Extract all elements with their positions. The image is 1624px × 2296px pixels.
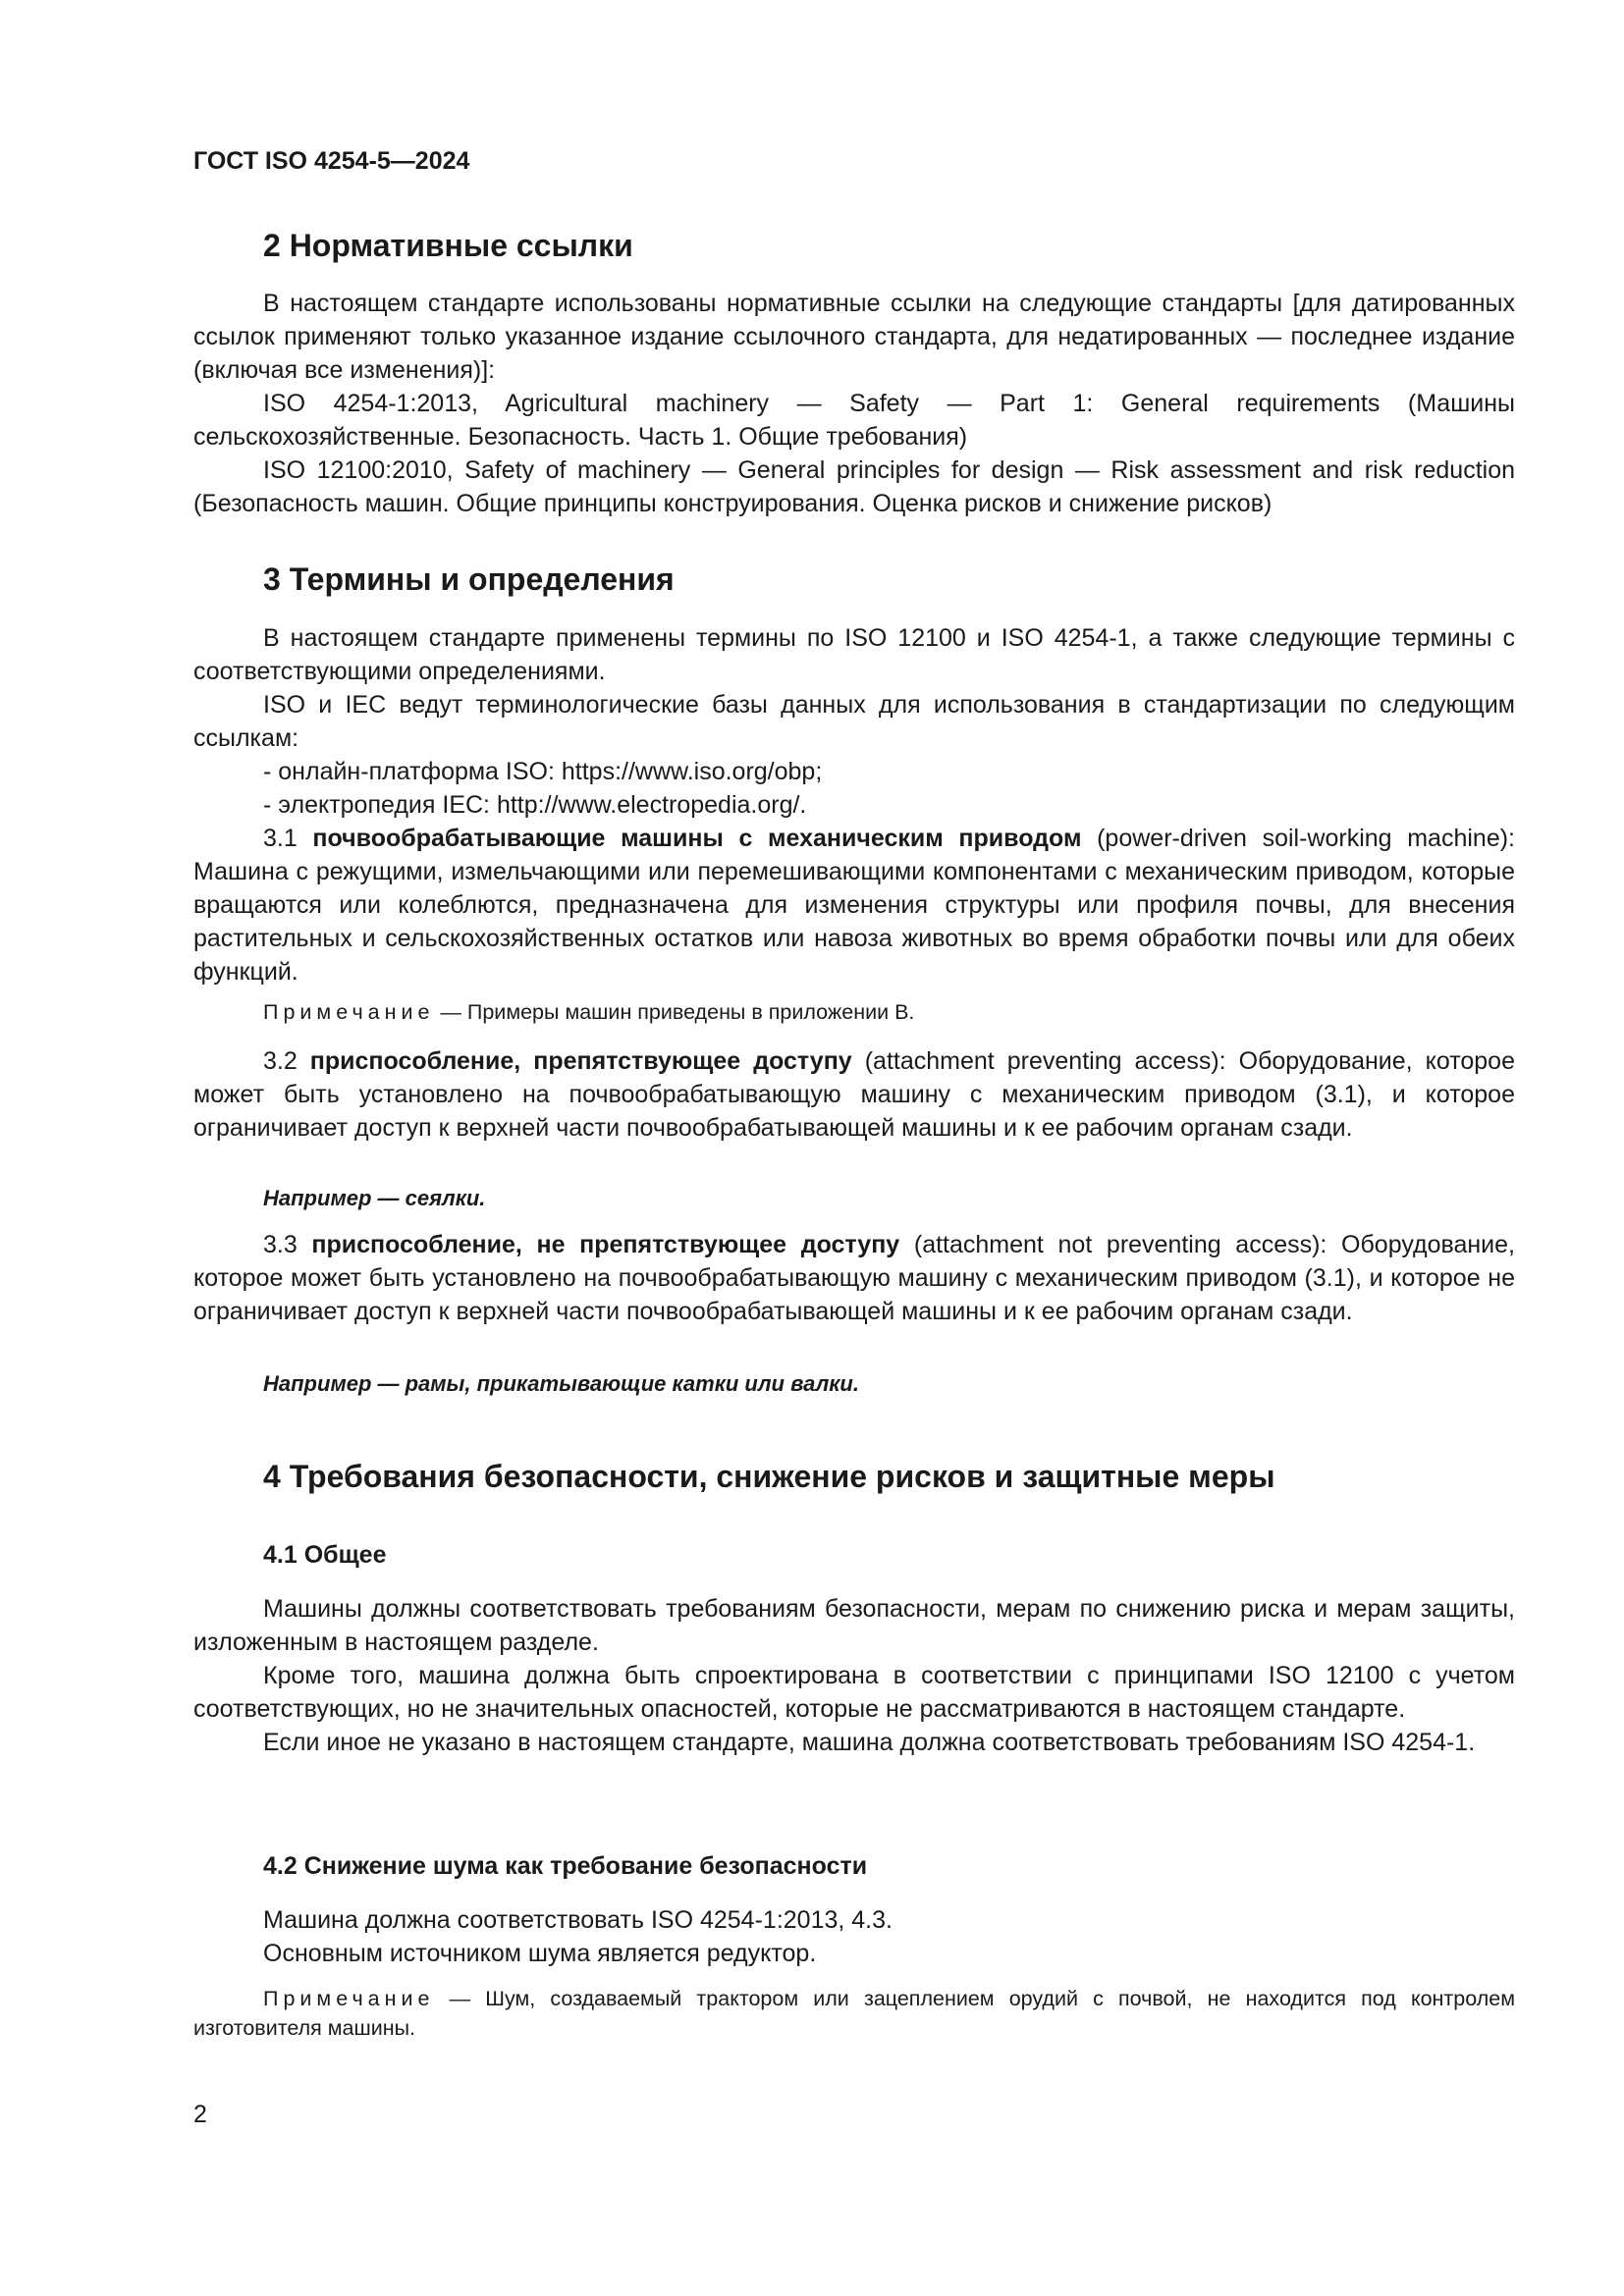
term-3-2 bbox=[193, 1044, 1515, 1145]
section-4-1-paragraph-1: Машины должны соответствовать требованиям безопасности, мерам по снижению риска и мерам защиты, изложенным в настоящем разделе. bbox=[193, 1595, 1515, 1656]
section-4-1-title: 4.1 Общее bbox=[263, 1541, 387, 1569]
term-3-1-definition: (power-driven soil-working machine): Машина с режущими, измельчающими или перемешивающими компонентами с механическим приводом, которые вращаются или колеблются, предназначена для изменения структуры или профиля почвы, для внесения растительных и сельскохозяйственных остатков или навоза животных во время обработки почвы или для обеих функций. bbox=[193, 825, 1515, 986]
section-2-reference-iso12100: ISO 12100:2010, Safety of machinery — General principles for design — Risk assessment and risk reduction (Безопасность машин. Общие принципы конструирования. Оценка рисков и снижение рисков) bbox=[193, 456, 1515, 517]
section-4-1-paragraph-3: Если иное не указано в настоящем стандарте, машина должна соответствовать требованиям ISO 4254-1. bbox=[263, 1729, 1476, 1756]
term-3-3 bbox=[193, 1228, 1515, 1328]
term-3-2-block bbox=[193, 1044, 1515, 1145]
note-text: — Шум, создаваемый трактором или зацеплением орудий с почвой, не находится под контролем изготовителя машины. bbox=[193, 1987, 1515, 2040]
term-3-3-definition: (attachment not preventing access): Оборудование, которое может быть установлено на почвообрабатывающую машину с механическим приводом (3.1), и которое не ограничивает доступ к верхней части почвообрабатывающей машины и к ее рабочим органам сзади. bbox=[193, 1231, 1516, 1325]
term-3-1-number: 3.1 bbox=[263, 825, 313, 852]
section-3-title: 3 Термины и определения bbox=[263, 561, 675, 597]
page-number: 2 bbox=[193, 2101, 207, 2128]
section-2-body bbox=[193, 287, 1515, 520]
note-label: Примечание bbox=[263, 1000, 435, 1024]
section-4-2-paragraph-2: Основным источником шума является редуктор. bbox=[263, 1940, 817, 1967]
section-3-paragraph-databases: ISO и IEC ведут терминологические базы данных для использования в стандартизации по следующим ссылкам: bbox=[193, 691, 1515, 752]
example-3-3: Например — рамы, прикатывающие катки или валки. bbox=[263, 1371, 859, 1396]
section-4-2-title: 4.2 Снижение шума как требование безопасности bbox=[263, 1852, 868, 1880]
section-2-title: 2 Нормативные ссылки bbox=[263, 228, 633, 263]
list-item-iso-obp: - онлайн-платформа ISO: https://www.iso.org/obp; bbox=[263, 758, 823, 785]
note-text: — Примеры машин приведены в приложении В. bbox=[434, 1000, 915, 1024]
list-item-electropedia: - электропедия IEC: http://www.electropedia.org/. bbox=[263, 791, 807, 819]
term-3-3-name: приспособление, не препятствующее доступу bbox=[311, 1231, 900, 1258]
term-3-1 bbox=[193, 822, 1515, 988]
example-3-2: Например — сеялки. bbox=[263, 1186, 486, 1210]
document-id-header: ГОСТ ISO 4254-5—2024 bbox=[193, 147, 470, 175]
section-4-2-body bbox=[193, 1903, 1515, 1970]
section-4-2-paragraph-1: Машина должна соответствовать ISO 4254-1:2013, 4.3. bbox=[263, 1906, 893, 1934]
note-3-1 bbox=[193, 997, 1515, 1027]
section-3-body bbox=[193, 621, 1515, 988]
term-3-2-name: приспособление, препятствующее доступу bbox=[309, 1047, 852, 1075]
term-3-1-name: почвообрабатывающие машины с механическим приводом bbox=[312, 825, 1082, 852]
term-3-3-number: 3.3 bbox=[263, 1231, 312, 1258]
section-4-1-paragraph-2: Кроме того, машина должна быть спроектирована в соответствии с принципами ISO 12100 с учетом соответствующих, но не значительных опасностей, которые не рассматриваются в настоящем стандарте. bbox=[193, 1662, 1515, 1723]
section-2-reference-iso4254-1: ISO 4254-1:2013, Agricultural machinery — Safety — Part 1: General requirements (Машины сельскохозяйственные. Безопасность. Часть 1. Общие требования) bbox=[193, 390, 1515, 451]
term-3-2-definition: (attachment preventing access): Оборудование, которое может быть установлено на почвообрабатывающую машину с механическим приводом (3.1), и которое ограничивает доступ к верхней части почвообрабатывающей машины и к ее рабочим органам сзади. bbox=[193, 1047, 1515, 1142]
section-3-paragraph-terms: В настоящем стандарте применены термины по ISO 12100 и ISO 4254-1, а также следующие термины с соответствующими определениями. bbox=[193, 624, 1515, 685]
note-label: Примечание bbox=[263, 1987, 435, 2010]
note-4-2 bbox=[193, 1984, 1515, 2043]
term-3-2-number: 3.2 bbox=[263, 1047, 310, 1075]
section-4-1-body bbox=[193, 1592, 1515, 1759]
section-2-paragraph: В настоящем стандарте использованы нормативные ссылки на следующие стандарты [для датированных ссылок применяют только указанное издание ссылочного стандарта, для недатированных — последнее издание (включая все изменения)]: bbox=[193, 290, 1515, 384]
section-4-title: 4 Требования безопасности, снижение рисков и защитные меры bbox=[263, 1459, 1275, 1494]
term-3-3-block bbox=[193, 1228, 1515, 1328]
